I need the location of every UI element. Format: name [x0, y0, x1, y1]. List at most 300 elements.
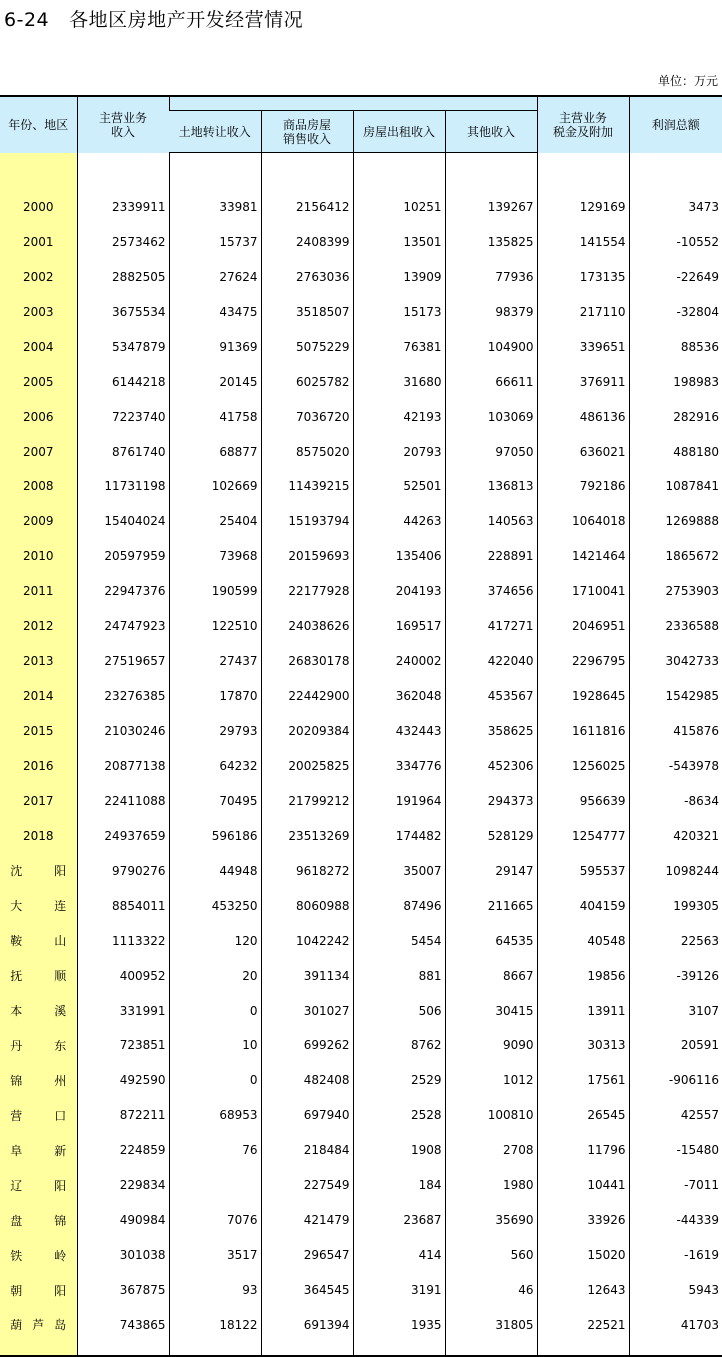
cell-c4: 169517	[353, 607, 445, 642]
cell-c5: 452306	[445, 747, 537, 782]
cell-c1: 872211	[77, 1096, 169, 1131]
cell-c6: 486136	[537, 398, 629, 433]
cell-c6: 1710041	[537, 572, 629, 607]
cell-c5: 136813	[445, 468, 537, 503]
cell-c7: 2753903	[629, 572, 722, 607]
cell-c7: 1542985	[629, 677, 722, 712]
cell-c1: 23276385	[77, 677, 169, 712]
row-label-text: 大连	[10, 899, 67, 914]
row-label	[0, 677, 77, 712]
cell-c5: 100810	[445, 1096, 537, 1131]
header-row	[0, 96, 722, 111]
cell-c2: 64232	[169, 747, 261, 782]
table-row	[0, 1201, 722, 1236]
cell-c7: 41703	[629, 1306, 722, 1341]
cell-c3: 20209384	[261, 712, 353, 747]
cell-c7: 1087841	[629, 468, 722, 503]
header-land: 土地转让收入	[169, 111, 261, 153]
cell-c7: -906116	[629, 1061, 722, 1096]
cell-c3: 3518507	[261, 293, 353, 328]
cell-c5: 2708	[445, 1131, 537, 1166]
cell-c4: 191964	[353, 782, 445, 817]
cell-c3: 9618272	[261, 852, 353, 887]
cell-c4: 23687	[353, 1201, 445, 1236]
cell-c1: 11731198	[77, 468, 169, 503]
row-label	[0, 1236, 77, 1271]
cell-c1: 743865	[77, 1306, 169, 1341]
cell-c7: -32804	[629, 293, 722, 328]
cell-c1: 21030246	[77, 712, 169, 747]
row-label	[0, 817, 77, 852]
table-row	[0, 398, 722, 433]
table-row	[0, 817, 722, 852]
row-label	[0, 1201, 77, 1236]
cell-c4: 362048	[353, 677, 445, 712]
row-label	[0, 328, 77, 363]
table-row	[0, 922, 722, 957]
cell-c1: 20877138	[77, 747, 169, 782]
table-row	[0, 677, 722, 712]
cell-c1: 1113322	[77, 922, 169, 957]
cell-c1: 492590	[77, 1061, 169, 1096]
row-label-text: 2003	[22, 304, 54, 319]
cell-c1: 301038	[77, 1236, 169, 1271]
table-row	[0, 712, 722, 747]
row-label	[0, 887, 77, 922]
table-row	[0, 328, 722, 363]
cell-c3: 6025782	[261, 363, 353, 398]
table-row	[0, 887, 722, 922]
cell-c7: -7011	[629, 1166, 722, 1201]
cell-c6: 15020	[537, 1236, 629, 1271]
table-row	[0, 363, 722, 398]
row-label-text: 2013	[22, 654, 54, 669]
cell-c4: 10251	[353, 188, 445, 223]
table-row	[0, 1236, 722, 1271]
cell-c7: 488180	[629, 433, 722, 468]
cell-c3: 22177928	[261, 572, 353, 607]
table-row	[0, 502, 722, 537]
header-region: 年份、地区	[0, 96, 77, 153]
row-label	[0, 992, 77, 1027]
cell-c2: 44948	[169, 852, 261, 887]
cell-c6: 40548	[537, 922, 629, 957]
row-label-text: 2002	[22, 269, 54, 284]
cell-c7: 1098244	[629, 852, 722, 887]
cell-c5: 31805	[445, 1306, 537, 1341]
cell-c7: 20591	[629, 1027, 722, 1062]
row-label	[0, 1061, 77, 1096]
cell-c2: 43475	[169, 293, 261, 328]
cell-c6: 636021	[537, 433, 629, 468]
table-row	[0, 1061, 722, 1096]
cell-c1: 331991	[77, 992, 169, 1027]
cell-c7: -10552	[629, 223, 722, 258]
cell-c2: 68877	[169, 433, 261, 468]
row-label	[0, 1131, 77, 1166]
cell-c2: 68953	[169, 1096, 261, 1131]
cell-c6: 12643	[537, 1271, 629, 1306]
cell-c4: 414	[353, 1236, 445, 1271]
cell-c5: 1012	[445, 1061, 537, 1096]
cell-c4: 334776	[353, 747, 445, 782]
row-label-text: 2005	[22, 374, 54, 389]
cell-c7: -1619	[629, 1236, 722, 1271]
cell-c2: 0	[169, 1061, 261, 1096]
cell-c1: 229834	[77, 1166, 169, 1201]
cell-c2: 17870	[169, 677, 261, 712]
cell-c2: 120	[169, 922, 261, 957]
cell-c5: 528129	[445, 817, 537, 852]
cell-c2: 190599	[169, 572, 261, 607]
header-main-revenue: 主营业务 收入	[77, 96, 169, 153]
row-label-text: 营口	[10, 1108, 67, 1123]
cell-c3: 699262	[261, 1027, 353, 1062]
row-label-text: 2012	[22, 619, 54, 634]
cell-c6: 141554	[537, 223, 629, 258]
cell-c3: 7036720	[261, 398, 353, 433]
table-row	[0, 1271, 722, 1306]
cell-c6: 956639	[537, 782, 629, 817]
table-row	[0, 992, 722, 1027]
cell-c2: 20	[169, 957, 261, 992]
cell-c6: 1064018	[537, 502, 629, 537]
header-rent: 房屋出租收入	[353, 111, 445, 153]
header-tax: 主营业务 税金及附加	[537, 96, 629, 153]
row-label-text: 2009	[22, 514, 54, 529]
cell-c7: 282916	[629, 398, 722, 433]
table-row	[0, 642, 722, 677]
cell-c6: 2046951	[537, 607, 629, 642]
row-label-text: 辽阳	[10, 1178, 67, 1193]
cell-c2: 3517	[169, 1236, 261, 1271]
row-label-text: 2000	[22, 199, 54, 214]
cell-c3: 15193794	[261, 502, 353, 537]
row-label	[0, 223, 77, 258]
row-label	[0, 433, 77, 468]
cell-c6: 2296795	[537, 642, 629, 677]
row-label-text: 2004	[22, 339, 54, 354]
cell-c4: 204193	[353, 572, 445, 607]
cell-c5: 417271	[445, 607, 537, 642]
cell-c3: 227549	[261, 1166, 353, 1201]
cell-c5: 139267	[445, 188, 537, 223]
table-row	[0, 1096, 722, 1131]
cell-c3: 24038626	[261, 607, 353, 642]
header-housing-sales: 商品房屋 销售收入	[261, 111, 353, 153]
table-row	[0, 537, 722, 572]
cell-c5: 140563	[445, 502, 537, 537]
row-label-text: 2015	[22, 724, 54, 739]
row-label	[0, 502, 77, 537]
row-label-text: 阜新	[10, 1143, 67, 1158]
cell-c7: 1865672	[629, 537, 722, 572]
cell-c4: 174482	[353, 817, 445, 852]
cell-c6: 30313	[537, 1027, 629, 1062]
cell-c1: 22947376	[77, 572, 169, 607]
cell-c3: 421479	[261, 1201, 353, 1236]
cell-c5: 66611	[445, 363, 537, 398]
cell-c1: 2882505	[77, 258, 169, 293]
cell-c2: 453250	[169, 887, 261, 922]
cell-c2: 73968	[169, 537, 261, 572]
cell-c4: 31680	[353, 363, 445, 398]
row-label-text: 鞍山	[10, 934, 67, 949]
cell-c3: 301027	[261, 992, 353, 1027]
cell-c1: 6144218	[77, 363, 169, 398]
row-label-text: 锦州	[10, 1073, 67, 1088]
row-label	[0, 572, 77, 607]
table-row	[0, 1131, 722, 1166]
cell-c7: 420321	[629, 817, 722, 852]
cell-c6: 26545	[537, 1096, 629, 1131]
cell-c1: 723851	[77, 1027, 169, 1062]
cell-c7: -8634	[629, 782, 722, 817]
cell-c2: 10	[169, 1027, 261, 1062]
cell-c3: 691394	[261, 1306, 353, 1341]
cell-c6: 792186	[537, 468, 629, 503]
cell-c5: 228891	[445, 537, 537, 572]
row-label-text: 本溪	[10, 1004, 67, 1019]
cell-c6: 33926	[537, 1201, 629, 1236]
cell-c6: 1254777	[537, 817, 629, 852]
table-row	[0, 1027, 722, 1062]
cell-c3: 8575020	[261, 433, 353, 468]
data-table	[0, 95, 722, 1357]
table-row	[0, 1166, 722, 1201]
cell-c5: 560	[445, 1236, 537, 1271]
cell-c5: 8667	[445, 957, 537, 992]
cell-c1: 5347879	[77, 328, 169, 363]
header-profit: 利润总额	[629, 96, 722, 153]
row-label	[0, 468, 77, 503]
cell-c1: 400952	[77, 957, 169, 992]
cell-c4: 135406	[353, 537, 445, 572]
table-number: 6-24	[4, 9, 50, 31]
unit-label: 单位：万元	[657, 74, 718, 88]
row-label	[0, 1027, 77, 1062]
cell-c1: 9790276	[77, 852, 169, 887]
cell-c1: 15404024	[77, 502, 169, 537]
cell-c4: 432443	[353, 712, 445, 747]
cell-c7: 199305	[629, 887, 722, 922]
row-label-text: 2016	[22, 758, 54, 773]
table-row	[0, 852, 722, 887]
row-label	[0, 922, 77, 957]
row-label	[0, 1096, 77, 1131]
cell-c2: 70495	[169, 782, 261, 817]
cell-c2: 7076	[169, 1201, 261, 1236]
cell-c3: 296547	[261, 1236, 353, 1271]
cell-c5: 77936	[445, 258, 537, 293]
cell-c2: 18122	[169, 1306, 261, 1341]
row-label-text: 铁岭	[10, 1248, 67, 1263]
cell-c7: -15480	[629, 1131, 722, 1166]
cell-c7: 3042733	[629, 642, 722, 677]
cell-c6: 17561	[537, 1061, 629, 1096]
cell-c3: 364545	[261, 1271, 353, 1306]
cell-c4: 13501	[353, 223, 445, 258]
cell-c3: 20025825	[261, 747, 353, 782]
cell-c2: 0	[169, 992, 261, 1027]
row-label	[0, 537, 77, 572]
cell-c7: 88536	[629, 328, 722, 363]
cell-c1: 20597959	[77, 537, 169, 572]
row-label	[0, 712, 77, 747]
cell-c6: 13911	[537, 992, 629, 1027]
cell-c2: 91369	[169, 328, 261, 363]
cell-c4: 15173	[353, 293, 445, 328]
row-label-text: 抚顺	[10, 969, 67, 984]
row-label-text: 朝阳	[10, 1283, 67, 1298]
cell-c5: 358625	[445, 712, 537, 747]
cell-c1: 2339911	[77, 188, 169, 223]
cell-c7: 2336588	[629, 607, 722, 642]
table-row	[0, 433, 722, 468]
cell-c7: 22563	[629, 922, 722, 957]
table-row	[0, 293, 722, 328]
cell-c1: 224859	[77, 1131, 169, 1166]
cell-c5: 98379	[445, 293, 537, 328]
cell-c4: 240002	[353, 642, 445, 677]
table-title: 各地区房地产开发经营情况	[69, 9, 304, 31]
cell-c3: 8060988	[261, 887, 353, 922]
table-row	[0, 188, 722, 223]
cell-c2: 27624	[169, 258, 261, 293]
cell-c5: 64535	[445, 922, 537, 957]
cell-c4: 35007	[353, 852, 445, 887]
table-row	[0, 572, 722, 607]
cell-c4: 5454	[353, 922, 445, 957]
cell-c6: 11796	[537, 1131, 629, 1166]
cell-c6: 376911	[537, 363, 629, 398]
table-row	[0, 258, 722, 293]
cell-c2: 102669	[169, 468, 261, 503]
cell-c6: 1611816	[537, 712, 629, 747]
cell-c6: 173135	[537, 258, 629, 293]
cell-c5: 46	[445, 1271, 537, 1306]
cell-c2: 76	[169, 1131, 261, 1166]
cell-c4: 3191	[353, 1271, 445, 1306]
cell-c3: 21799212	[261, 782, 353, 817]
table-row	[0, 747, 722, 782]
table-row	[0, 607, 722, 642]
table-body	[0, 153, 722, 1356]
cell-c3: 2156412	[261, 188, 353, 223]
cell-c6: 217110	[537, 293, 629, 328]
cell-c7: -22649	[629, 258, 722, 293]
row-label	[0, 607, 77, 642]
cell-c3: 11439215	[261, 468, 353, 503]
cell-c7: 415876	[629, 712, 722, 747]
cell-c7: -543978	[629, 747, 722, 782]
cell-c4: 2528	[353, 1096, 445, 1131]
cell-c2: 596186	[169, 817, 261, 852]
cell-c2	[169, 1166, 261, 1201]
cell-c4: 2529	[353, 1061, 445, 1096]
cell-c4: 20793	[353, 433, 445, 468]
cell-c1: 8854011	[77, 887, 169, 922]
cell-c4: 881	[353, 957, 445, 992]
table-row	[0, 957, 722, 992]
cell-c1: 24747923	[77, 607, 169, 642]
cell-c3: 482408	[261, 1061, 353, 1096]
cell-c3: 697940	[261, 1096, 353, 1131]
row-label	[0, 1306, 77, 1341]
row-label-text: 盘锦	[10, 1213, 67, 1228]
cell-c7: 5943	[629, 1271, 722, 1306]
cell-c2: 15737	[169, 223, 261, 258]
cell-c1: 24937659	[77, 817, 169, 852]
cell-c6: 1256025	[537, 747, 629, 782]
row-label-text: 2018	[22, 828, 54, 843]
row-label-text: 2007	[22, 444, 54, 459]
cell-c1: 27519657	[77, 642, 169, 677]
cell-c4: 44263	[353, 502, 445, 537]
cell-c3: 20159693	[261, 537, 353, 572]
row-label-text: 2017	[22, 793, 54, 808]
header-other: 其他收入	[445, 111, 537, 153]
cell-c6: 1421464	[537, 537, 629, 572]
row-label-text: 2011	[22, 584, 54, 599]
cell-c5: 453567	[445, 677, 537, 712]
row-label	[0, 293, 77, 328]
header-group-gap	[169, 96, 537, 111]
table-row	[0, 1306, 722, 1341]
cell-c4: 184	[353, 1166, 445, 1201]
cell-c5: 104900	[445, 328, 537, 363]
row-label	[0, 188, 77, 223]
cell-c2: 20145	[169, 363, 261, 398]
cell-c7: 42557	[629, 1096, 722, 1131]
cell-c4: 42193	[353, 398, 445, 433]
cell-c5: 135825	[445, 223, 537, 258]
row-label	[0, 258, 77, 293]
cell-c1: 7223740	[77, 398, 169, 433]
row-label	[0, 852, 77, 887]
cell-c6: 595537	[537, 852, 629, 887]
table-row	[0, 223, 722, 258]
row-label	[0, 782, 77, 817]
cell-c2: 29793	[169, 712, 261, 747]
cell-c6: 22521	[537, 1306, 629, 1341]
row-label	[0, 957, 77, 992]
cell-c7: 3473	[629, 188, 722, 223]
cell-c1: 3675534	[77, 293, 169, 328]
cell-c4: 1908	[353, 1131, 445, 1166]
row-label	[0, 642, 77, 677]
cell-c5: 30415	[445, 992, 537, 1027]
row-label	[0, 1271, 77, 1306]
cell-c4: 76381	[353, 328, 445, 363]
cell-c6: 129169	[537, 188, 629, 223]
cell-c5: 35690	[445, 1201, 537, 1236]
cell-c4: 52501	[353, 468, 445, 503]
table-row	[0, 468, 722, 503]
cell-c2: 27437	[169, 642, 261, 677]
cell-c5: 103069	[445, 398, 537, 433]
page-title	[4, 5, 303, 32]
table-row	[0, 782, 722, 817]
row-label-text: 2006	[22, 409, 54, 424]
cell-c3: 23513269	[261, 817, 353, 852]
row-label-text: 葫芦岛	[10, 1318, 67, 1333]
cell-c3: 1042242	[261, 922, 353, 957]
cell-c7: 1269888	[629, 502, 722, 537]
cell-c5: 9090	[445, 1027, 537, 1062]
cell-c6: 339651	[537, 328, 629, 363]
cell-c3: 2763036	[261, 258, 353, 293]
